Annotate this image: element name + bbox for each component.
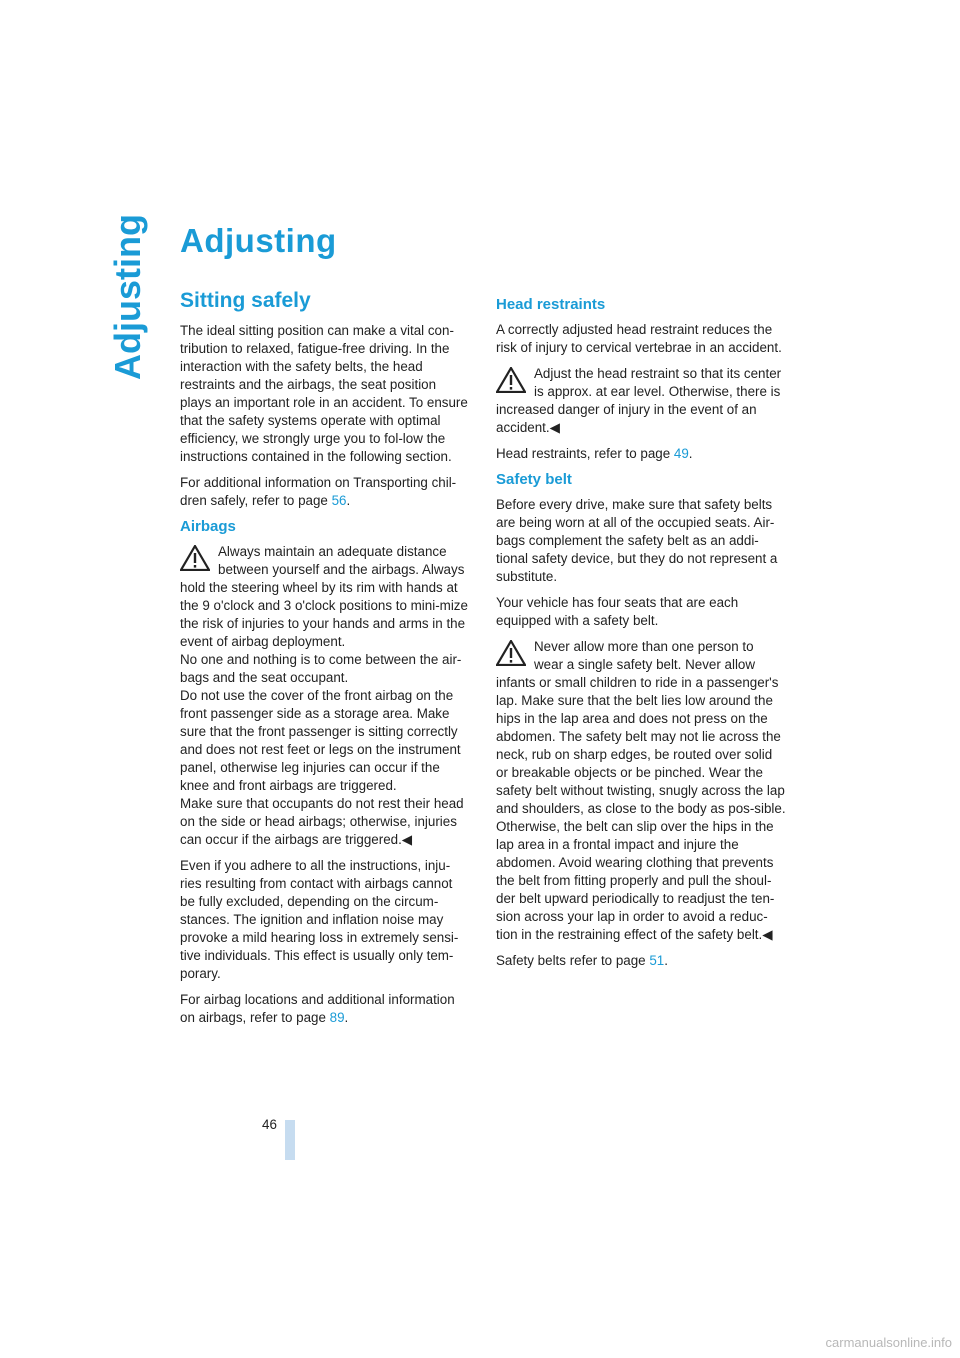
side-chapter-title: Adjusting xyxy=(107,214,148,380)
sitting-transport-children-paragraph: For additional information on Transporting chil-dren safely, refer to page 56. xyxy=(180,475,457,508)
page-link-49[interactable]: 49 xyxy=(673,446,689,461)
sitting-intro-paragraph: The ideal sitting position can make a vital con-tribution to relaxed, fatigue-free driving. In the interaction with the safety belts, the head restraints and the airbags, the seat position plays an important role in an accident. To ensure that the safety systems operate with optimal efficiency, we strongly urge you to fol-low the instructions contained in the following section. xyxy=(180,323,468,464)
airbag-warning-text-4: Make sure that occupants do not rest their head on the side or head airbags; otherwise, injuries can occur if the airbags are triggered.◀ xyxy=(180,796,464,847)
subheading-safety-belt: Safety belt xyxy=(496,471,572,488)
page-link-51[interactable]: 51 xyxy=(649,953,665,968)
watermark: carmanualsonline.info xyxy=(825,1335,952,1350)
safety-belt-warning-text: Never allow more than one person to wear a single safety belt. Never allow infants or small children to ride in a passenger's lap. Make sure that the belt lies low around the hips in the lap area and does not press on the abdomen. The safety belt may not lie across the neck, rub on sharp edges, be routed over solid or breakable objects or be pinched. Wear the safety belt without twisting, snugly across the lap and shoulders, as close to the body as pos-sible. Otherwise, the belt can slip over the hips in the lap area in a frontal impact and injure the abdomen. Avoid wearing clothing that prevents the belt from fitting properly and pull the shoul-der belt upward periodically to readjust the ten-sion across your lap in order to avoid a reduc-tion in the restraining effect of the safety belt.◀ xyxy=(496,639,786,942)
subheading-airbags: Airbags xyxy=(180,518,236,535)
safety-belt-seats-paragraph: Your vehicle has four seats that are each equipped with a safety belt. xyxy=(496,595,739,628)
page-link-56[interactable]: 56 xyxy=(331,493,347,508)
airbag-warning-text-3: Do not use the cover of the front airbag on the front passenger side as a storage area. Make sure that the front passenger is sitting correctly and does not rest feet or legs on the instrument panel, otherwise leg injuries can occur if the knee and front airbags are triggered. xyxy=(180,688,461,793)
head-restraint-warning-text: Adjust the head restraint so that its center is approx. at ear level. Otherwise, there is increased danger of injury in the event of an accident.◀ xyxy=(496,366,782,435)
safety-belt-intro-paragraph: Before every drive, make sure that safety belts are being worn at all of the occupied seats. Air-bags complement the safety belt as an addi-tional safety device, but they do not represent a substitute. xyxy=(496,497,778,584)
page-link-89[interactable]: 89 xyxy=(329,1010,345,1025)
subheading-head-restraints: Head restraints xyxy=(496,296,606,313)
page-number-bar xyxy=(285,1120,295,1160)
right-column xyxy=(496,292,786,978)
warning-triangle-icon xyxy=(496,367,526,393)
safety-belt-warning xyxy=(496,638,786,944)
head-restraint-warning xyxy=(496,365,786,437)
airbag-warning xyxy=(180,543,470,849)
warning-triangle-icon xyxy=(180,545,210,571)
left-column xyxy=(180,289,470,1035)
airbag-location-paragraph: For airbag locations and additional information on airbags, refer to page 89. xyxy=(180,992,455,1025)
airbag-injury-paragraph: Even if you adhere to all the instructions, inju-ries resulting from contact with airbags cannot be fully excluded, depending on the circum-stances. The ignition and inflation noise may provoke a mild hearing loss in extremely sensi-tive individuals. This effect is usually only tem-porary. xyxy=(180,858,459,981)
safety-belt-reference-paragraph: Safety belts refer to page 51. xyxy=(496,953,668,968)
warning-triangle-icon xyxy=(496,640,526,666)
page-number: 46 xyxy=(262,1117,277,1132)
airbag-warning-text-1: Always maintain an adequate distance between yourself and the airbags. Always hold the steering wheel by its rim with hands at the 9 o'clock and 3 o'clock positions to mini-mize the risk of injuries to your hands and arms in the event of airbag deployment. xyxy=(180,544,468,649)
page-title: Adjusting xyxy=(180,222,337,259)
head-restraint-reference-paragraph: Head restraints, refer to page 49. xyxy=(496,446,693,461)
head-restraint-intro-paragraph: A correctly adjusted head restraint reduces the risk of injury to cervical vertebrae in an accident. xyxy=(496,322,782,355)
section-heading-sitting-safely: Sitting safely xyxy=(180,289,311,312)
airbag-warning-text-2: No one and nothing is to come between the air-bags and the seat occupant. xyxy=(180,652,462,685)
